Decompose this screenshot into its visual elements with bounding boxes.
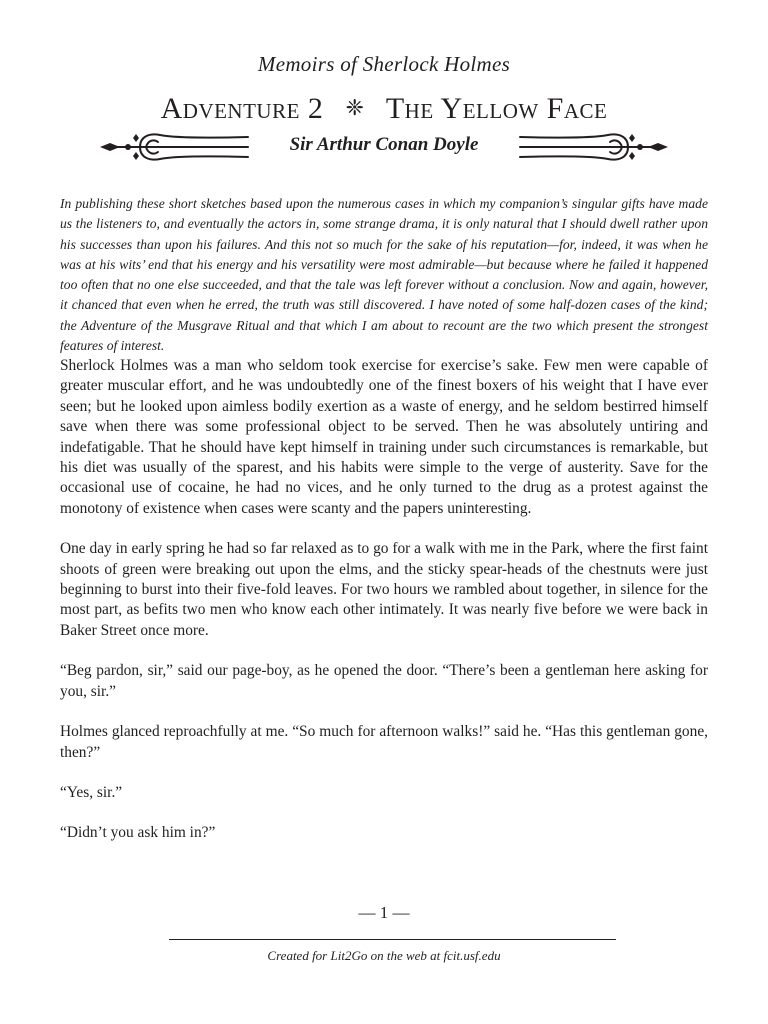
chapter-title	[0, 90, 768, 127]
body-paragraph: “Didn’t you ask him in?”	[60, 824, 216, 842]
story-body	[60, 356, 708, 864]
author-name: Sir Arthur Conan Doyle	[289, 134, 479, 155]
body-paragraph: Sherlock Holmes was a man who seldom took exercise for exercise’s sake. Few men were capable of greater muscular effort, and he was undoubtedly one of the finest boxers of his weight that I have ever seen; but he looked upon aimless bodily exertion as a waste of energy, and he seldom bestirred himself save when there was some professional object to be served. Then he was absolutely untiring and indefatigable. That he should have kept himself in training under such circumstances is remarkable, but his diet was usually of the sparest, and his habits were simple to the verge of austerity. Save for the occasional use of cocaine, he had no vices, and he only turned to the drug as a protest against the monotony of existence when cases were scanty and the papers uninteresting.	[60, 357, 708, 517]
intro-paragraph: In publishing these short sketches based upon the numerous cases in which my companion’s singular gifts have made us the listeners to, and eventually the actors in, some strange drama, it is only natural that I should dwell rather upon his successes than upon his failures. And this not so much for the sake of his reputation—for, indeed, it was when he was at his wits’ end that his energy and his versatility were most admirable—but because where he failed it happened too often that no one else succeeded, and that the tale was left forever without a conclusion. Now and again, however, it chanced that even when he erred, the truth was still discovered. I have noted of some half-dozen cases of the kind; the Adventure of the Musgrave Ritual and that which I am about to recount are the two which present the strongest features of interest.	[60, 196, 708, 354]
footer-divider	[169, 939, 616, 940]
fleuron-icon: ❈	[345, 95, 365, 120]
adventure-number: Adventure 2	[160, 92, 324, 125]
byline	[100, 128, 668, 166]
right-flourish-icon	[516, 128, 668, 166]
story-title: The Yellow Face	[385, 92, 608, 125]
body-paragraph: Holmes glanced reproachfully at me. “So much for afternoon walks!” said he. “Has this gentleman gone, then?”	[60, 723, 708, 761]
body-paragraph: “Beg pardon, sir,” said our page-boy, as he opened the door. “There’s been a gentleman here asking for you, sir.”	[60, 662, 708, 700]
footer-credit: Created for Lit2Go on the web at fcit.usf.edu	[267, 948, 501, 963]
body-paragraph: “Yes, sir.”	[60, 783, 123, 801]
series-title: Memoirs of Sherlock Holmes	[257, 52, 511, 76]
body-paragraph: One day in early spring he had so far relaxed as to go for a walk with me in the Park, where the first faint shoots of green were breaking out upon the elms, and the sticky spear-heads of the chestnuts were just beginning to burst into their five-fold leaves. For two hours we rambled about together, in silence for the most part, as befits two men who know each other intimately. It was nearly five before we were back in Baker Street once more.	[60, 540, 708, 639]
page-number: — 1 —	[358, 903, 410, 922]
